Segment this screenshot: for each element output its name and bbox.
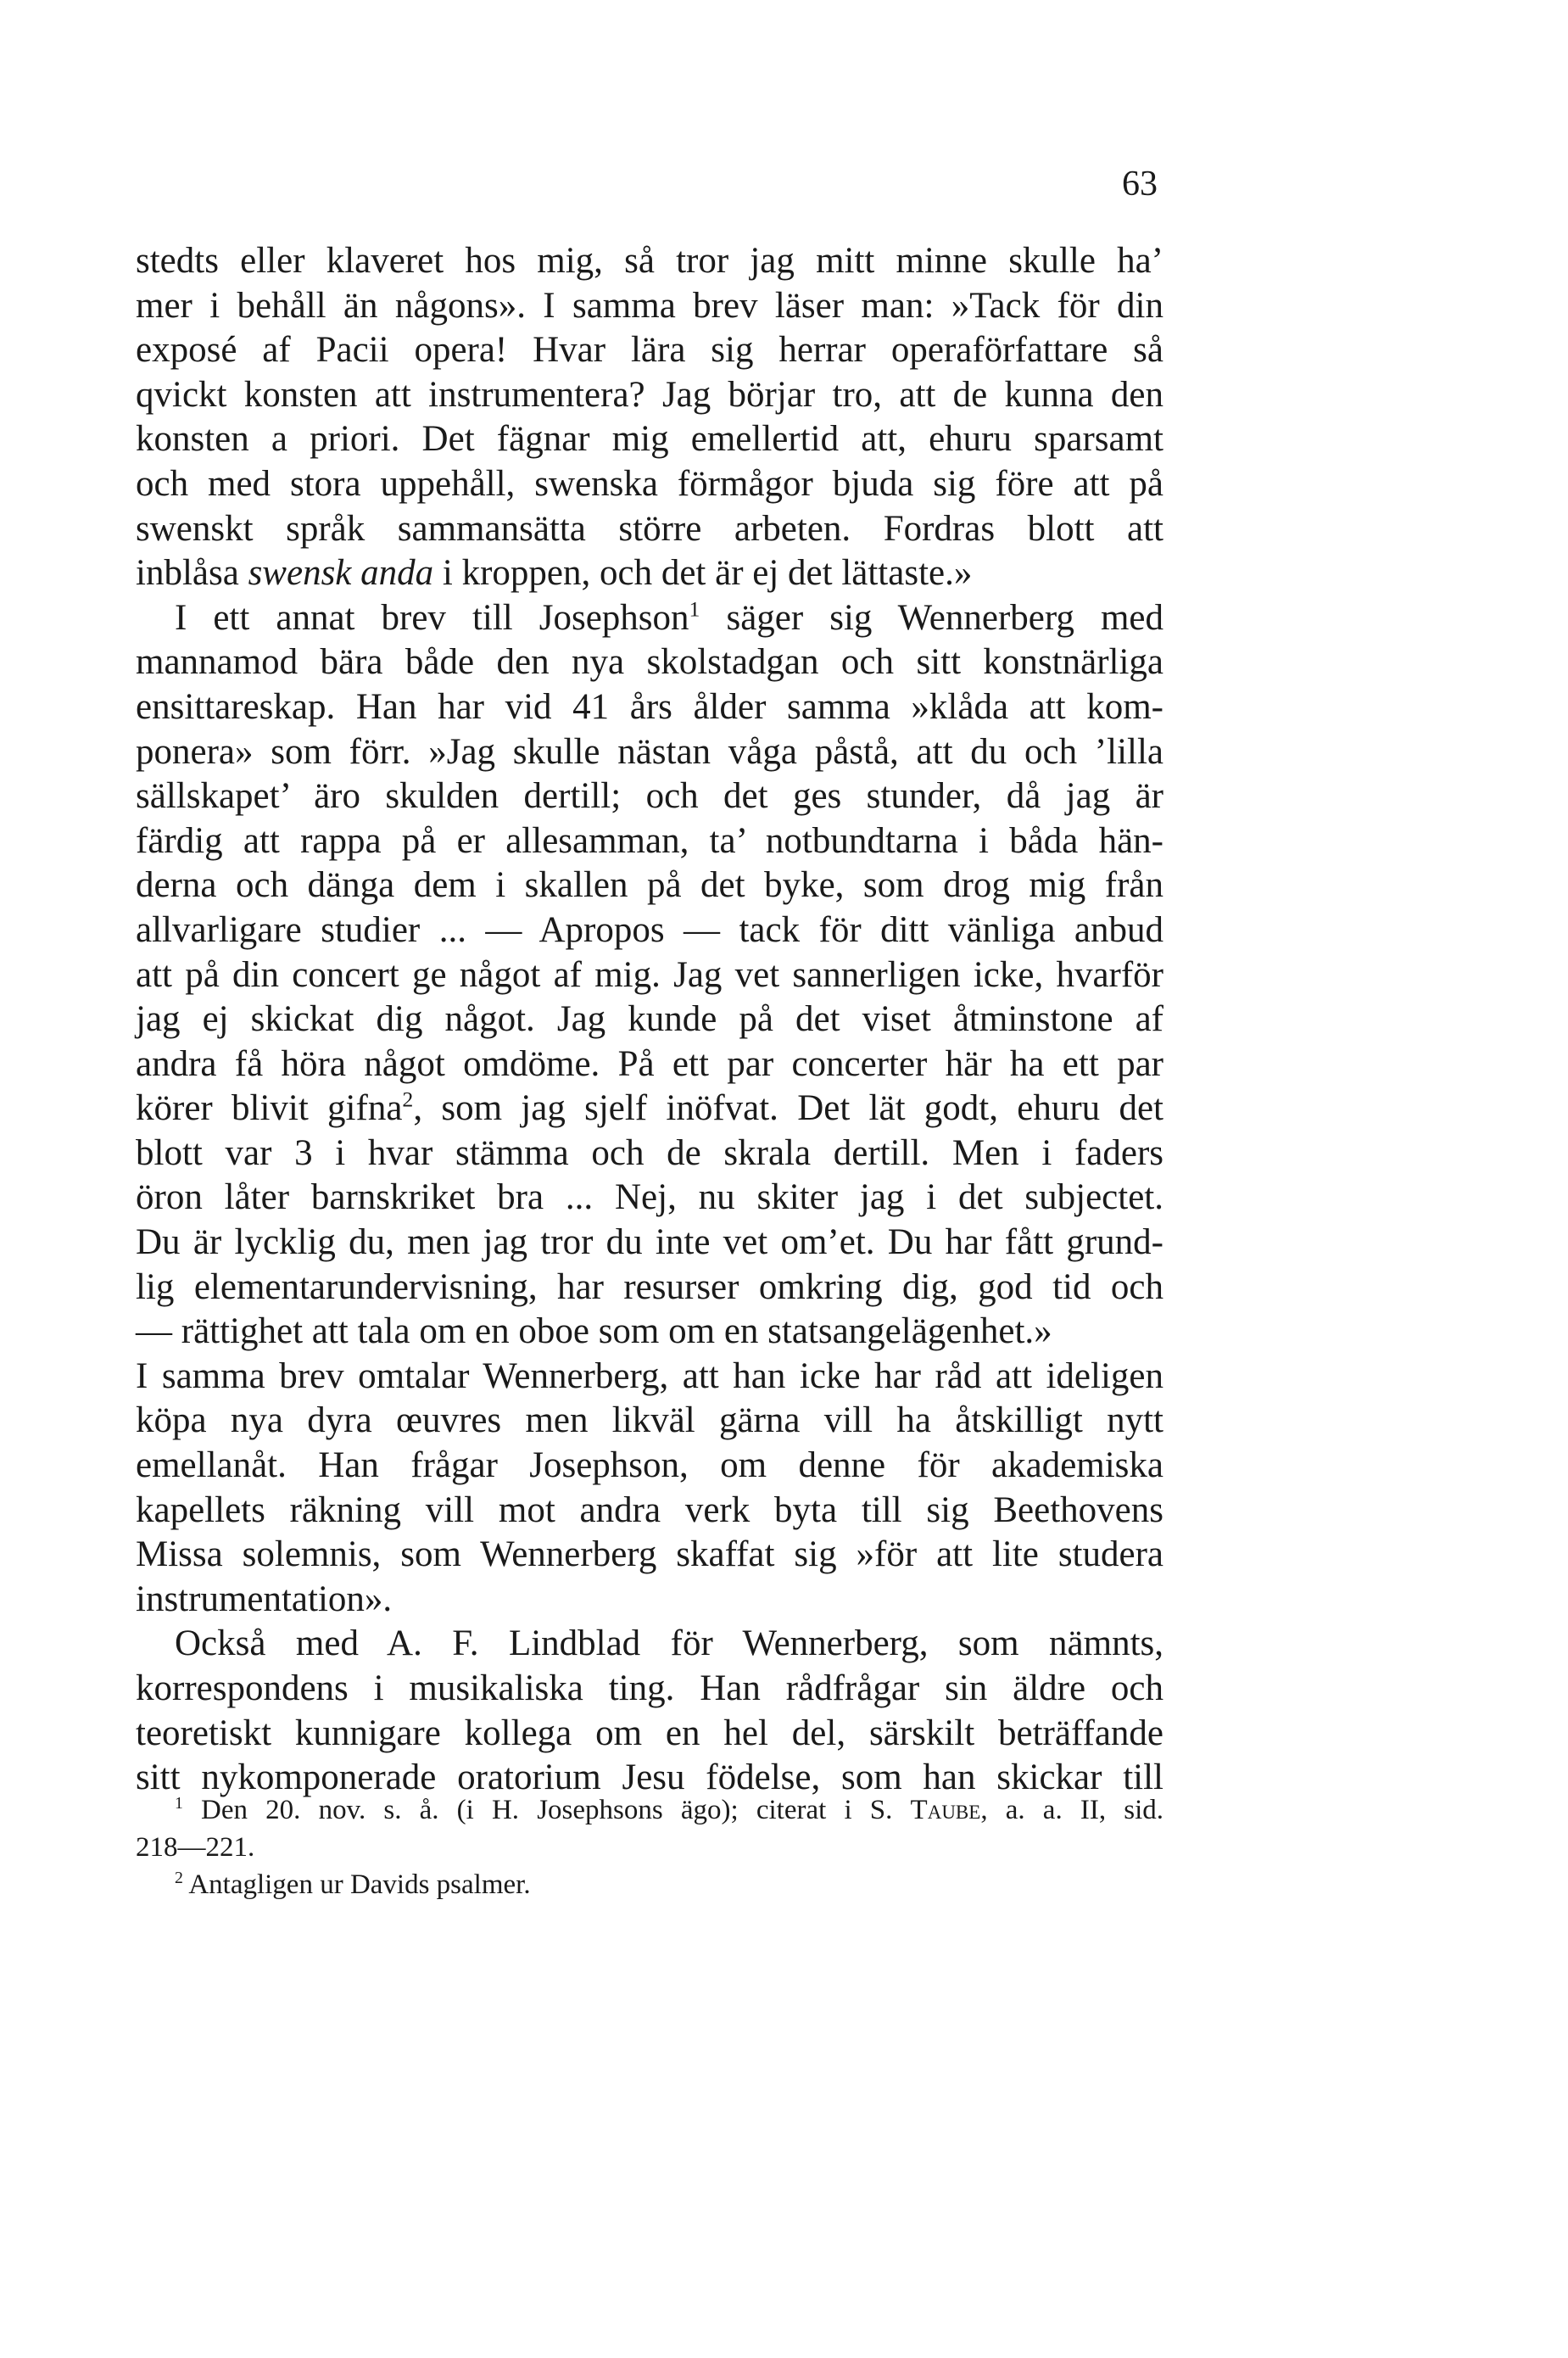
text-line-2: mer i behåll än någons». I samma brev läser man: »Tack för din xyxy=(136,285,1163,326)
text-line-12: ponera» som förr. »Jag skulle nästan våga påstå, att du och ’lilla xyxy=(136,731,1163,772)
text-line-17: att på din concert ge något af mig. Jag vet sannerligen icke, hvarför xyxy=(136,954,1163,995)
text-line-30: Missa solemnis, som Wennerberg skaffat sig »för att lite studera xyxy=(136,1534,1163,1575)
text-line-16: allvarligare studier ... — Apropos — tack för ditt vänliga anbud xyxy=(136,909,1163,950)
footnote-1-author: Taube xyxy=(910,1795,981,1825)
footnote-2-marker: 2 xyxy=(175,1869,183,1888)
footnote-2-text: Antagligen ur Davids psalmer. xyxy=(182,1869,531,1900)
text-line-4: qvickt konsten att instrumentera? Jag börjar tro, att de kunna den xyxy=(136,374,1163,415)
text-line-28: emellanåt. Han frågar Josephson, om denne för akademiska xyxy=(136,1445,1163,1486)
body-text xyxy=(136,239,1163,1801)
text-line-35: sitt nykomponerade oratorium Jesu födelse, som han skickar till xyxy=(136,1757,1163,1798)
text-line-8 xyxy=(136,551,1163,596)
text-line-20 xyxy=(136,1087,1163,1132)
text-line-15: derna och dänga dem i skallen på det byke, som drog mig från xyxy=(136,865,1163,906)
text-line-34: teoretiskt kunnigare kollega om en hel del, särskilt beträffande xyxy=(136,1713,1163,1753)
footnote-1-text-b: , a. a. II, sid. xyxy=(980,1795,1163,1825)
footnote-1 xyxy=(136,1791,1163,1829)
text-line-25: — rättighet att tala om en oboe som om en statsangelägenhet.» xyxy=(136,1311,1052,1352)
text-line-3: exposé af Pacii opera! Hvar lära sig herrar operaförfattare så xyxy=(136,330,1163,371)
footnote-1-text-a: Den 20. nov. s. å. (i H. Josephsons ägo); citerat i S. xyxy=(182,1795,911,1825)
page-number: 63 xyxy=(1122,165,1158,204)
text-line-9 xyxy=(136,596,1163,641)
text-line-8-head: inblåsa xyxy=(136,553,248,594)
footnote-1-marker: 1 xyxy=(175,1794,183,1813)
text-line-27: köpa nya dyra œuvres men likväl gärna vill ha åtskilligt nytt xyxy=(136,1400,1163,1441)
text-line-31: instrumentation». xyxy=(136,1579,393,1619)
text-line-32: Också med A. F. Lindblad för Wennerberg, som nämnts, xyxy=(175,1623,1163,1664)
text-line-11: ensittareskap. Han har vid 41 års ålder samma »klåda att kom- xyxy=(136,686,1163,727)
text-line-29: kapellets räkning vill mot andra verk byta till sig Beethovens xyxy=(136,1489,1163,1530)
text-line-20-head: körer blivit gifna xyxy=(136,1088,403,1129)
italic-phrase: swensk anda xyxy=(248,553,434,594)
text-line-21: blott var 3 i hvar stämma och de skrala dertill. Men i faders xyxy=(136,1132,1163,1173)
text-line-33: korrespondens i musikaliska ting. Han rådfrågar sin äldre och xyxy=(136,1668,1163,1708)
footnote-2 xyxy=(136,1866,1163,1903)
footnote-ref-1: 1 xyxy=(689,596,700,622)
text-line-9-head: I ett annat brev till Josephson xyxy=(175,597,689,638)
text-line-19: andra få höra något omdöme. På ett par concerter här ha ett par xyxy=(136,1043,1163,1084)
text-line-7: swenskt språk sammansätta större arbeten. Fordras blott att xyxy=(136,508,1163,549)
text-line-5: konsten a priori. Det fägnar mig emellertid att, ehuru sparsamt xyxy=(136,419,1163,460)
text-line-26: I samma brev omtalar Wennerberg, att han icke har råd att ideligen xyxy=(136,1355,1163,1396)
footnote-1-continuation: 218—221. xyxy=(136,1832,255,1863)
text-line-24: lig elementarundervisning, har resurser omkring dig, god tid och xyxy=(136,1266,1163,1307)
text-line-13: sällskapet’ äro skulden dertill; och det ges stunder, då jag är xyxy=(136,776,1163,817)
text-line-6: och med stora uppehåll, swenska förmågor bjuda sig före att på xyxy=(136,463,1163,504)
text-line-9-tail: säger sig Wennerberg med xyxy=(700,597,1163,638)
text-line-8-tail: i kroppen, och det är ej det lättaste.» xyxy=(433,553,973,594)
text-line-10: mannamod bära både den nya skolstadgan och sitt konstnärliga xyxy=(136,642,1163,683)
text-line-14: färdig att rappa på er allesamman, ta’ notbundtarna i båda hän- xyxy=(136,820,1163,861)
text-line-18: jag ej skickat dig något. Jag kunde på det viset åtminstone af xyxy=(136,999,1163,1040)
text-line-23: Du är lycklig du, men jag tror du inte vet om’et. Du har fått grund- xyxy=(136,1222,1163,1263)
text-line-20-tail: , som jag sjelf inöfvat. Det lät godt, ehuru det xyxy=(413,1088,1163,1129)
footnotes xyxy=(136,1791,1163,1903)
footnote-ref-2: 2 xyxy=(402,1087,414,1112)
text-line-22: öron låter barnskriket bra ... Nej, nu skiter jag i det subjectet. xyxy=(136,1177,1163,1218)
text-line-1: stedts eller klaveret hos mig, så tror jag mitt minne skulle ha’ xyxy=(136,241,1163,281)
